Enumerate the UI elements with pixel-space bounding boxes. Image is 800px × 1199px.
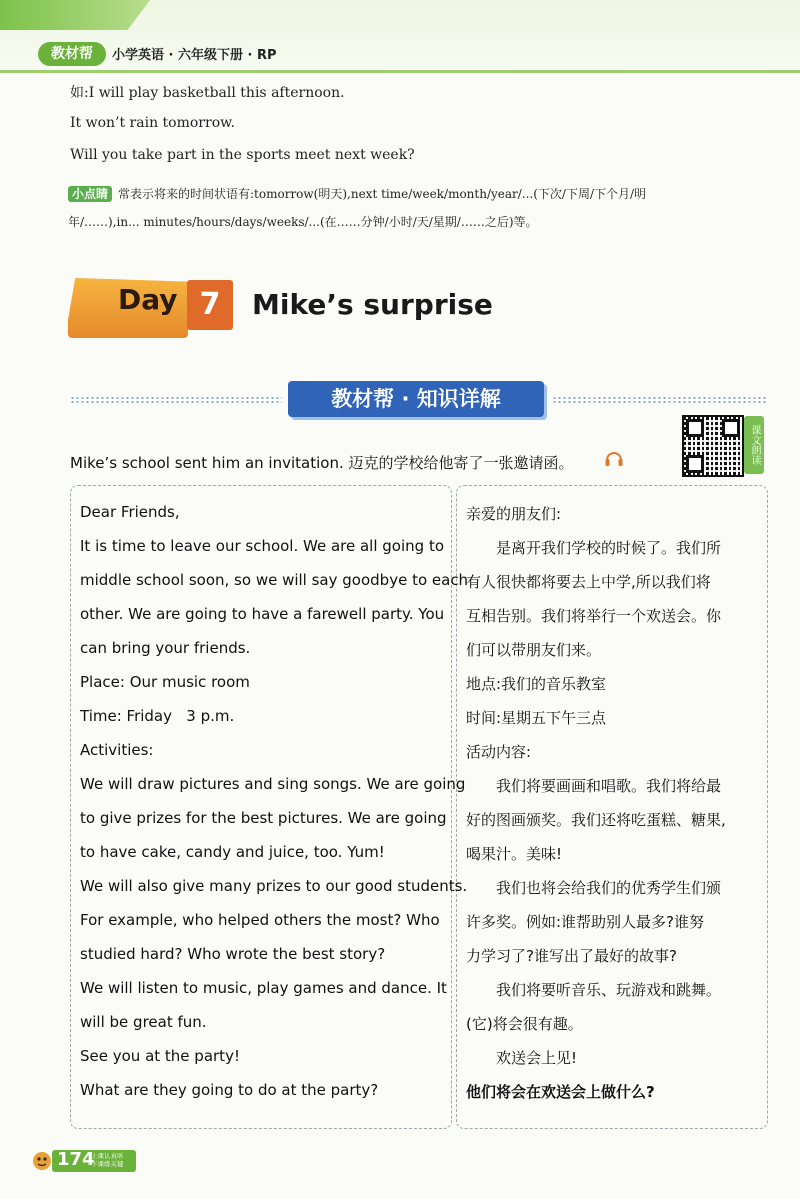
section-banner: 教材帮 · 知识详解	[288, 381, 544, 417]
letter-line: We will also give many prizes to our good students.	[80, 877, 468, 895]
letter-line: It is time to leave our school. We are all going to	[80, 537, 445, 555]
translation-line: 力学习了?谁写出了最好的故事?	[466, 947, 677, 965]
translation-line: 地点:我们的音乐教室	[466, 675, 607, 693]
translation-line: 欢送会上见!	[496, 1049, 578, 1067]
translation-line: 我们也将会给我们的优秀学生们颁	[496, 879, 722, 897]
translation-line: 时间:星期五下午三点	[466, 709, 607, 727]
tip-text-line-1: 常表示将来的时间状语有:tomorrow(明天),next time/week/month/year/...(下次/下周/下个月/明	[118, 187, 647, 201]
letter-line: We will listen to music, play games and dance. It	[80, 979, 447, 997]
translation-line: 有人很快都将要去上中学,所以我们将	[466, 573, 711, 591]
tip-badge: 小点睛	[68, 186, 112, 202]
comprehension-question-en: What are they going to do at the party?	[80, 1081, 379, 1099]
translation-line: 喝果汁。美味!	[466, 845, 563, 863]
letter-line: Time: Friday 3 p.m.	[80, 707, 235, 725]
letter-line: Place: Our music room	[80, 673, 250, 691]
letter-line: to give prizes for the best pictures. We are going	[80, 809, 447, 827]
qr-eye	[686, 455, 704, 473]
mascot-icon	[30, 1148, 54, 1172]
audio-reading-tag: 课文朗读	[744, 416, 764, 474]
invitation-sentence: Mike’s school sent him an invitation. 迈克的学校给他寄了一张邀请函。	[70, 454, 574, 472]
headphone-icon[interactable]	[604, 447, 624, 469]
dotted-rule-left	[70, 396, 282, 404]
footer-motto	[91, 1152, 135, 1168]
letter-line: For example, who helped others the most? Who	[80, 911, 440, 929]
brand-badge: 教材帮	[38, 42, 106, 66]
letter-line: Dear Friends,	[80, 503, 180, 521]
day-number: 7	[187, 280, 233, 330]
tip-text-line-2: 年/……),in... minutes/hours/days/weeks/...(在……分钟/小时/天/星期/……之后)等。	[68, 215, 538, 229]
example-sentence-3: Will you take part in the sports meet next week?	[70, 147, 415, 163]
translation-line: (它)将会很有趣。	[466, 1015, 583, 1033]
grammar-tip	[68, 180, 768, 236]
example-sentence-2: It won’t rain tomorrow.	[70, 115, 235, 131]
lesson-title: Mike’s surprise	[252, 288, 493, 321]
dotted-rule-right	[552, 396, 766, 404]
letter-line: other. We are going to have a farewell party. You	[80, 605, 445, 623]
letter-line: See you at the party!	[80, 1047, 240, 1065]
footer-motto-line-1: 上课认真听	[91, 1152, 124, 1160]
translation-line: 我们将要听音乐、玩游戏和跳舞。	[496, 981, 722, 999]
page-number: 174	[57, 1149, 95, 1170]
translation-line: 们可以带朋友们来。	[466, 641, 602, 659]
letter-line: to have cake, candy and juice, too. Yum!	[80, 843, 385, 861]
letter-line: We will draw pictures and sing songs. We are going	[80, 775, 466, 793]
translation-line: 许多奖。例如:谁帮助别人最多?谁努	[466, 913, 705, 931]
translation-line: 我们将要画画和唱歌。我们将给最	[496, 777, 722, 795]
footer-motto-line-2: 下课练关键	[91, 1160, 124, 1168]
qr-eye	[722, 419, 740, 437]
comprehension-question-zh: 他们将会在欢送会上做什么?	[466, 1083, 655, 1101]
letter-line: can bring your friends.	[80, 639, 251, 657]
translation-line: 好的图画颁奖。我们还将吃蛋糕、糖果,	[466, 811, 726, 829]
translation-line: 是离开我们学校的时候了。我们所	[496, 539, 722, 557]
letter-line: Activities:	[80, 741, 154, 759]
example-sentence-1: 如:I will play basketball this afternoon.	[70, 85, 345, 101]
letter-line: will be great fun.	[80, 1013, 207, 1031]
qr-code[interactable]	[682, 415, 744, 477]
day-label: Day	[118, 283, 178, 316]
book-title: 小学英语 · 六年级下册 · RP	[112, 48, 277, 63]
header-accent	[0, 0, 150, 30]
translation-line: 亲爱的朋友们:	[466, 505, 562, 523]
header-divider	[0, 70, 800, 73]
letter-line: middle school soon, so we will say goodbye to each	[80, 571, 469, 589]
qr-eye	[686, 419, 704, 437]
translation-line: 活动内容:	[466, 743, 532, 761]
translation-line: 互相告别。我们将举行一个欢送会。你	[466, 607, 722, 625]
letter-line: studied hard? Who wrote the best story?	[80, 945, 386, 963]
